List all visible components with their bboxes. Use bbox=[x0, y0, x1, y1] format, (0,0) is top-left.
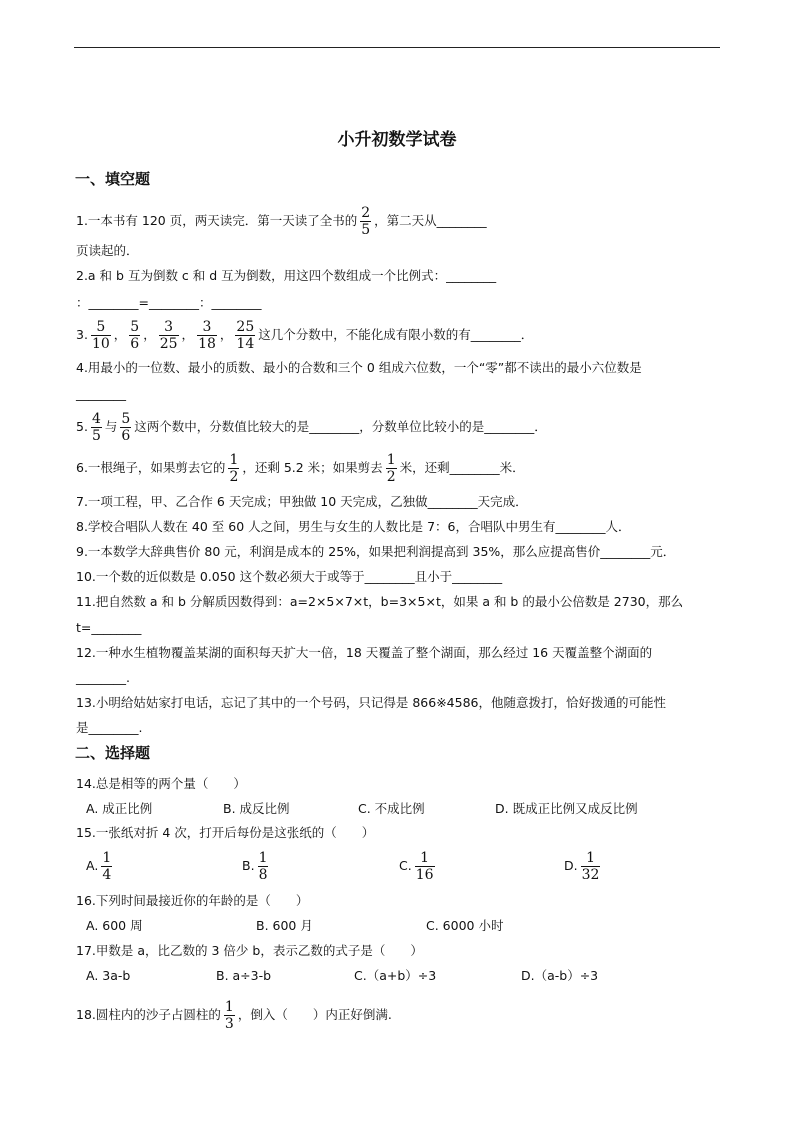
question-2-cont: ：________=________：________ bbox=[76, 295, 262, 310]
question-17: 17.甲数是 a，比乙数的 3 倍少 b，表示乙数的式子是（ ） bbox=[76, 943, 423, 958]
question-13-cont: 是________. bbox=[76, 720, 143, 735]
question-4: 4.用最小的一位数、最小的质数、最小的合数和三个 0 组成六位数，一个“零”都不读出的最小六位数是 bbox=[76, 360, 642, 375]
question-1-cont: 页读起的． bbox=[76, 243, 139, 258]
question-11: 11.把自然数 a 和 b 分解质因数得到：a=2×5×7×t，b=3×5×t，如果 a 和 b 的最小公倍数是 2730，那么 bbox=[76, 594, 684, 609]
option-c[interactable]: C. 不成比例 bbox=[358, 801, 425, 816]
question-2: 2.a 和 b 互为倒数 c 和 d 互为倒数，用这四个数组成一个比例式：________ bbox=[76, 268, 497, 283]
question-3: 3. $\frac{5}{10}$ ， $\frac{5}{6}$ ， $\frac{3}{25}$ ， $\frac{3}{18}$ ， $\frac{25}{14}$ 这几个分数中，不能化成有限小数的有________． bbox=[76, 319, 534, 352]
question-12: 12.一种水生植物覆盖某湖的面积每天扩大一倍，18 天覆盖了整个湖面，那么经过 16 天覆盖整个湖面的 bbox=[76, 645, 653, 660]
fraction: $\frac{2}{5}$ bbox=[361, 205, 371, 238]
question-18: 18.圆柱内的沙子占圆柱的 $\frac{1}{3}$ ，倒入（ ）内正好倒满. bbox=[76, 999, 392, 1032]
question-1: 1.一本书有 120 页，两天读完．第一天读了全书的 $\frac{2}{5}$ ，第二天从________ bbox=[76, 205, 487, 238]
question-15: 15.一张纸对折 4 次，打开后每份是这张纸的（ ） bbox=[76, 825, 375, 840]
option-d[interactable]: D. 既成正比例又成反比例 bbox=[495, 801, 638, 816]
page-title: 小升初数学试卷 bbox=[337, 130, 457, 150]
option-c[interactable]: C. 6000 小时 bbox=[426, 918, 504, 933]
question-10: 10.一个数的近似数是 0.050 这个数必须大于或等于________且小于________ bbox=[76, 569, 503, 584]
option-c[interactable]: C. $\frac{1}{16}$ bbox=[399, 850, 434, 883]
question-16: 16.下列时间最接近你的年龄的是（ ） bbox=[76, 893, 309, 908]
option-a[interactable]: A. $\frac{1}{4}$ bbox=[86, 850, 112, 883]
question-14: 14.总是相等的两个量（ ） bbox=[76, 776, 246, 791]
question-12-cont: ________. bbox=[76, 670, 130, 685]
option-a[interactable]: A. 3a-b bbox=[86, 968, 131, 983]
question-11-cont: t=________ bbox=[76, 620, 142, 635]
question-6: 6.一根绳子，如果剪去它的 $\frac{1}{2}$ ，还剩 5.2 米；如果剪去 $\frac{1}{2}$ 米，还剩________米． bbox=[76, 452, 525, 485]
option-c[interactable]: C.（a+b）÷3 bbox=[354, 968, 437, 983]
option-b[interactable]: B. 成反比例 bbox=[223, 801, 290, 816]
question-7: 7.一项工程，甲、乙合作 6 天完成；甲独做 10 天完成，乙独做________天完成． bbox=[76, 494, 528, 509]
option-a[interactable]: A. 600 周 bbox=[86, 918, 143, 933]
header-rule bbox=[74, 47, 720, 48]
question-8: 8.学校合唱队人数在 40 至 60 人之间，男生与女生的人数比是 7：6，合唱队中男生有________人． bbox=[76, 519, 631, 534]
question-4-cont: ________ bbox=[76, 386, 126, 401]
section-fill-blank: 一、填空题 bbox=[75, 170, 151, 188]
option-a[interactable]: A. 成正比例 bbox=[86, 801, 153, 816]
option-d[interactable]: D. $\frac{1}{32}$ bbox=[564, 850, 600, 883]
section-choice: 二、选择题 bbox=[75, 744, 151, 762]
option-b[interactable]: B. 600 月 bbox=[256, 918, 313, 933]
option-d[interactable]: D.（a-b）÷3 bbox=[521, 968, 599, 983]
question-9: 9.一本数学大辞典售价 80 元，利润是成本的 25%，如果把利润提高到 35%，那么应提高售价________元． bbox=[76, 544, 676, 559]
question-13: 13.小明给姑姑家打电话，忘记了其中的一个号码，只记得是 866※4586，他随意拨打，恰好拨通的可能性 bbox=[76, 695, 666, 710]
question-5: 5. $\frac{4}{5}$ 与 $\frac{5}{6}$ 这两个数中，分数值比较大的是________，分数单位比较小的是________． bbox=[76, 411, 547, 444]
option-b[interactable]: B. a÷3-b bbox=[216, 968, 272, 983]
option-b[interactable]: B. $\frac{1}{8}$ bbox=[242, 850, 268, 883]
